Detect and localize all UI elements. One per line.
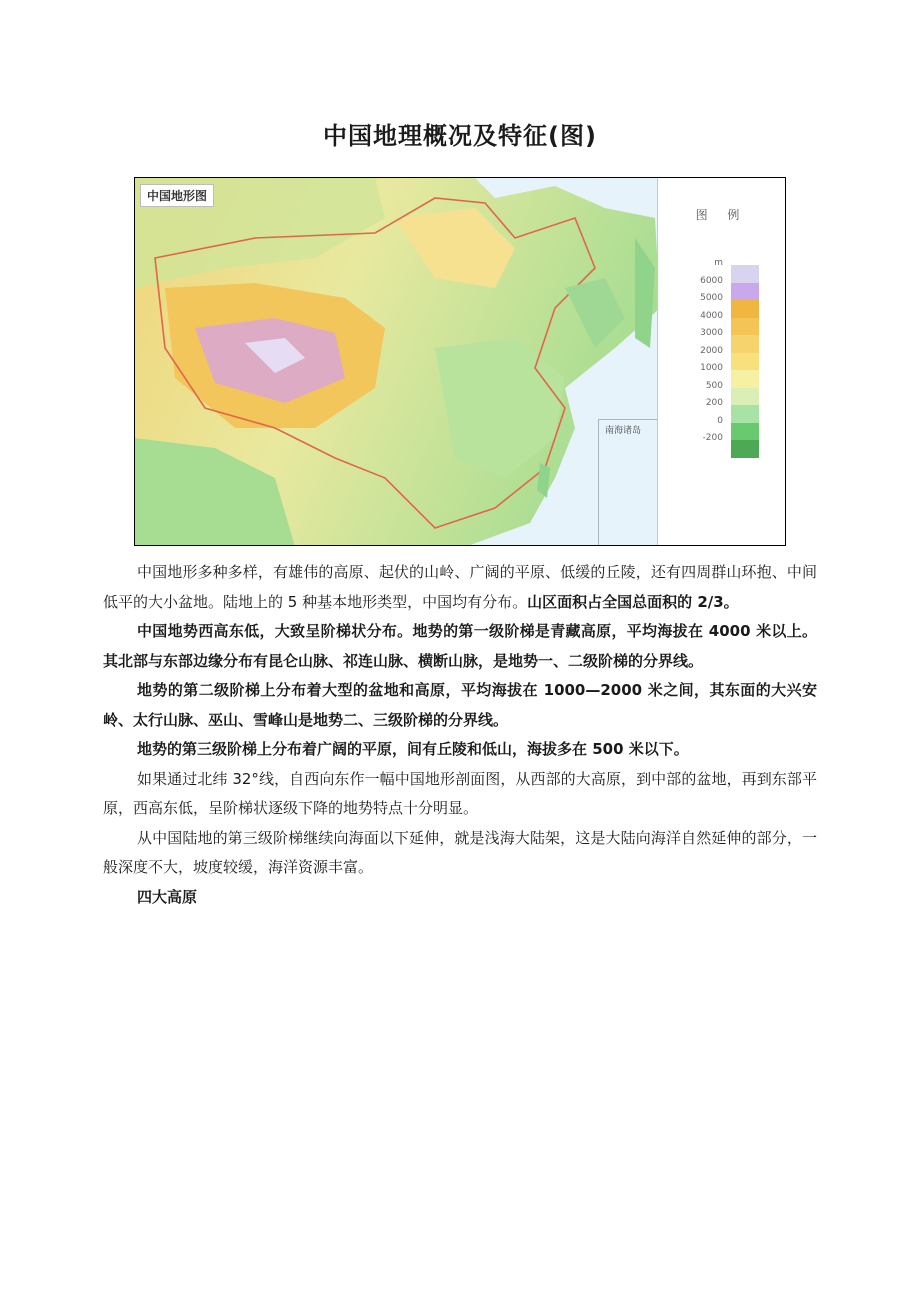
paragraph-3-bold: 地势的第二级阶梯上分布着大型的盆地和高原，平均海拔在 1000—2000 米之间，其东面的大兴安岭、太行山脉、巫山、雪峰山是地势二、三级阶梯的分界线。 bbox=[103, 681, 817, 729]
legend-label: -200 bbox=[702, 433, 723, 443]
legend-swatch bbox=[731, 405, 759, 423]
china-terrain-map bbox=[134, 177, 786, 546]
legend-label: 4000 bbox=[700, 310, 723, 321]
legend-swatch bbox=[731, 388, 759, 406]
map-legend bbox=[657, 178, 785, 545]
paragraph-6 bbox=[103, 824, 817, 883]
paragraph-1 bbox=[103, 558, 817, 617]
legend-title: 图 例 bbox=[695, 208, 748, 222]
map-title: 中国地形图 bbox=[140, 184, 214, 207]
paragraph-1-text: 中国地形多种多样，有雄伟的高原、起伏的山岭、广阔的平原、低缓的丘陵，还有四周群山环抱、中间低平的大小盆地。陆地上的 5 种基本地形类型，中国均有分布。 bbox=[103, 563, 817, 611]
paragraph-1-bold: 山区面积占全国总面积的 2/3。 bbox=[527, 592, 739, 611]
paragraph-2 bbox=[103, 617, 817, 676]
legend-label: m bbox=[714, 258, 723, 268]
legend-label: 3000 bbox=[700, 328, 723, 338]
legend-swatch bbox=[731, 370, 759, 388]
paragraph-3 bbox=[103, 676, 817, 735]
page-title: 中国地理概况及特征(图) bbox=[323, 122, 597, 150]
paragraph-2-bold: 中国地势西高东低，大致呈阶梯状分布。地势的第一级阶梯是青藏高原，平均海拔在 4000 米以上。其北部与东部边缘分布有昆仑山脉、祁连山脉、横断山脉，是地势一、二级阶梯的分界线。 bbox=[103, 622, 817, 670]
legend-swatch bbox=[731, 440, 759, 458]
paragraph-5 bbox=[103, 765, 817, 824]
legend-label: 1000 bbox=[700, 363, 723, 373]
article-body bbox=[103, 558, 817, 912]
legend-label: 2000 bbox=[700, 345, 723, 356]
paragraph-5-text: 如果通过北纬 32°线，自西向东作一幅中国地形剖面图，从西部的大高原，到中部的盆地，再到东部平原，西高东低，呈阶梯状逐级下降的地势特点十分明显。 bbox=[103, 769, 817, 817]
paragraph-4 bbox=[103, 735, 817, 765]
legend-swatch bbox=[731, 318, 759, 336]
legend-label: 5000 bbox=[700, 293, 723, 303]
legend-item bbox=[658, 433, 785, 458]
legend-label: 500 bbox=[705, 380, 723, 391]
paragraph-6-text: 从中国陆地的第三级阶梯继续向海面以下延伸，就是浅海大陆架，这是大陆向海洋自然延伸的部分，一般深度不大，坡度较缓，海洋资源丰富。 bbox=[103, 828, 817, 876]
inset-label: 南海诸岛 bbox=[605, 426, 642, 436]
section-heading-text: 四大高原 bbox=[137, 887, 198, 906]
section-heading bbox=[103, 883, 817, 913]
legend-swatch bbox=[731, 265, 759, 283]
legend-label: 6000 bbox=[700, 275, 723, 286]
legend-swatch bbox=[731, 423, 759, 441]
south-china-sea-inset bbox=[598, 419, 660, 546]
legend-swatch bbox=[731, 300, 759, 318]
legend-swatch bbox=[731, 283, 759, 301]
legend-label: 0 bbox=[717, 415, 723, 426]
legend-swatch bbox=[731, 353, 759, 371]
legend-label: 200 bbox=[705, 398, 723, 408]
legend-swatch bbox=[731, 335, 759, 353]
paragraph-4-bold: 地势的第三级阶梯上分布着广阔的平原，间有丘陵和低山，海拔多在 500 米以下。 bbox=[137, 740, 689, 758]
